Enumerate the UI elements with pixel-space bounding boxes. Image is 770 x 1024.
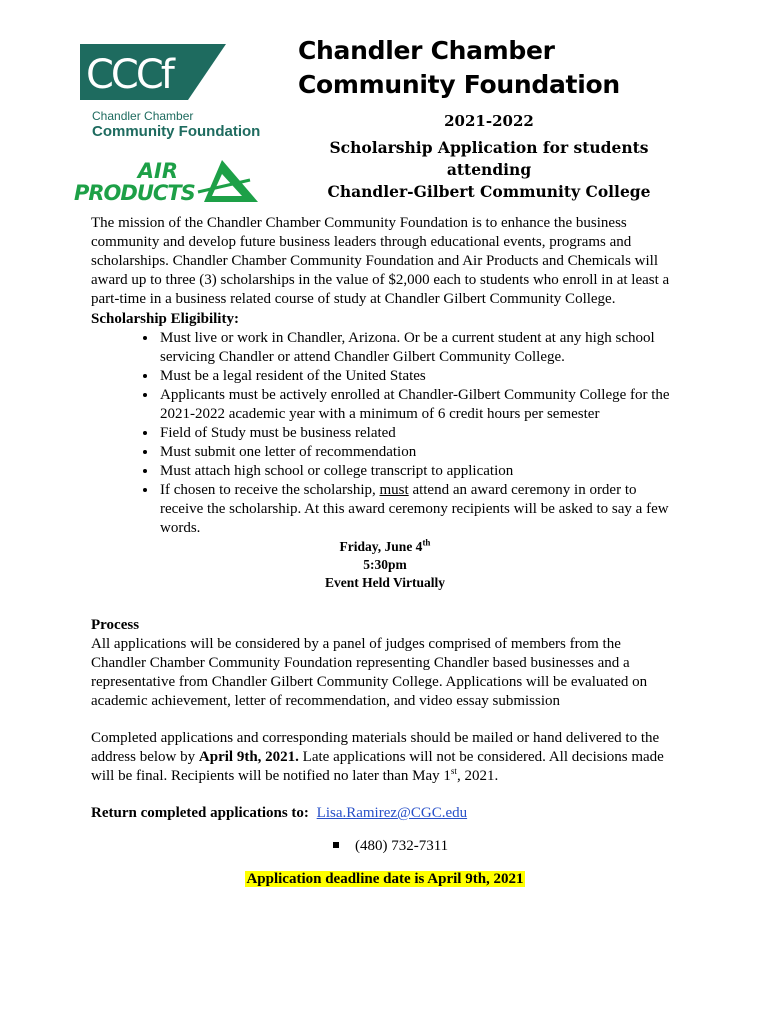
email-link[interactable]: Lisa.Ramirez@CGC.edu — [316, 805, 468, 821]
process-paragraph: All applications will be considered by a panel of judges comprised of members from the Chandler Chamber Community Foundation representing Chandler based businesses and a representative from Chandler Gilbert Community College. Applications will be evaluated on academic achievement, letter of recommendation, and video essay submission — [91, 636, 648, 709]
process-heading: Process — [91, 617, 140, 633]
air-products-triangle-icon — [198, 160, 258, 202]
submission-paragraph — [91, 729, 679, 786]
deadline-notice: Application deadline date is April 9th, 2021 — [246, 871, 524, 887]
event-location: Event Held Virtually — [324, 575, 445, 590]
cccf-logo-line1: Chandler Chamber — [92, 109, 194, 123]
phone-number: (480) 732-7311 — [355, 838, 449, 854]
academic-years: 2021-2022 — [444, 112, 534, 130]
subtitle — [298, 137, 680, 203]
submission-text-after: Late applications will not be considered. All decisions made will be final. Recipients will be notified no later than May 1 — [91, 749, 664, 784]
square-bullet-icon — [333, 842, 339, 848]
ceremony-text-after: attend an award ceremony in order to receive the scholarship. At this award ceremony recipients will be asked to say a few words. — [160, 482, 669, 536]
cccf-logo-line2: Community Foundation — [92, 123, 261, 140]
ceremony-text-emphasis: must — [379, 482, 409, 498]
title-line1: Chandler Chamber — [298, 36, 555, 65]
list-item: • Must be a legal resident of the United States — [158, 367, 679, 386]
deadline-row — [91, 870, 679, 889]
subtitle-line1: Scholarship Application for students attending — [329, 138, 649, 179]
title-line2: Community Foundation — [298, 70, 620, 99]
mission-paragraph: The mission of the Chandler Chamber Community Foundation is to enhance the business community and develop future business leaders through educational events, programs and scholarships. Chandler Chamber Community Foundation and Air Products and Chemicals will award up to three (3) scholarships in the value of $2,000 each to students who enroll in at least a part-time in a business related course of study at Chandler Gilbert Community College. — [91, 215, 670, 307]
list-item: • Applicants must be actively enrolled at Chandler-Gilbert Community College for the 2021-2022 academic year with a minimum of 6 credit hours per semester — [158, 386, 679, 424]
return-label: Return completed applications to: — [91, 805, 309, 821]
eligibility-list — [91, 329, 679, 538]
event-date — [91, 538, 679, 556]
list-item: • Must submit one letter of recommendation — [158, 443, 679, 462]
subtitle-line2: Chandler-Gilbert Community College — [327, 182, 651, 201]
list-item: • Must live or work in Chandler, Arizona. Or be a current student at any high school servicing Chandler or attend Chandler Gilbert Community College. — [158, 329, 679, 367]
air-products-line2: PRODUCTS — [74, 181, 195, 204]
document-body — [91, 214, 679, 889]
notify-date-suffix: st — [450, 766, 457, 776]
air-products-logo — [72, 156, 262, 204]
eligibility-heading: Scholarship Eligibility: — [91, 311, 239, 327]
event-date-suffix: th — [422, 537, 431, 548]
list-item: • Field of Study must be business related — [158, 424, 679, 443]
list-item: • Must attach high school or college transcript to application — [158, 462, 679, 481]
page-title — [298, 34, 628, 102]
submission-text-before: Completed applications and corresponding materials should be mailed or hand delivered to the address below by — [91, 730, 660, 765]
event-date-text: Friday, June 4 — [339, 539, 423, 554]
cccf-logo — [80, 44, 292, 142]
event-time: 5:30pm — [363, 557, 407, 572]
event-details — [91, 538, 679, 592]
air-products-line1: AIR — [137, 159, 178, 183]
phone-row — [91, 837, 679, 856]
cccf-logo-mark: CCCf — [86, 52, 172, 98]
return-line — [91, 804, 679, 823]
submission-due-date: April 9th, 2021. — [198, 749, 299, 765]
submission-text-end: , 2021. — [456, 768, 499, 784]
list-item — [158, 481, 679, 538]
ceremony-text-before: If chosen to receive the scholarship, — [160, 482, 380, 498]
